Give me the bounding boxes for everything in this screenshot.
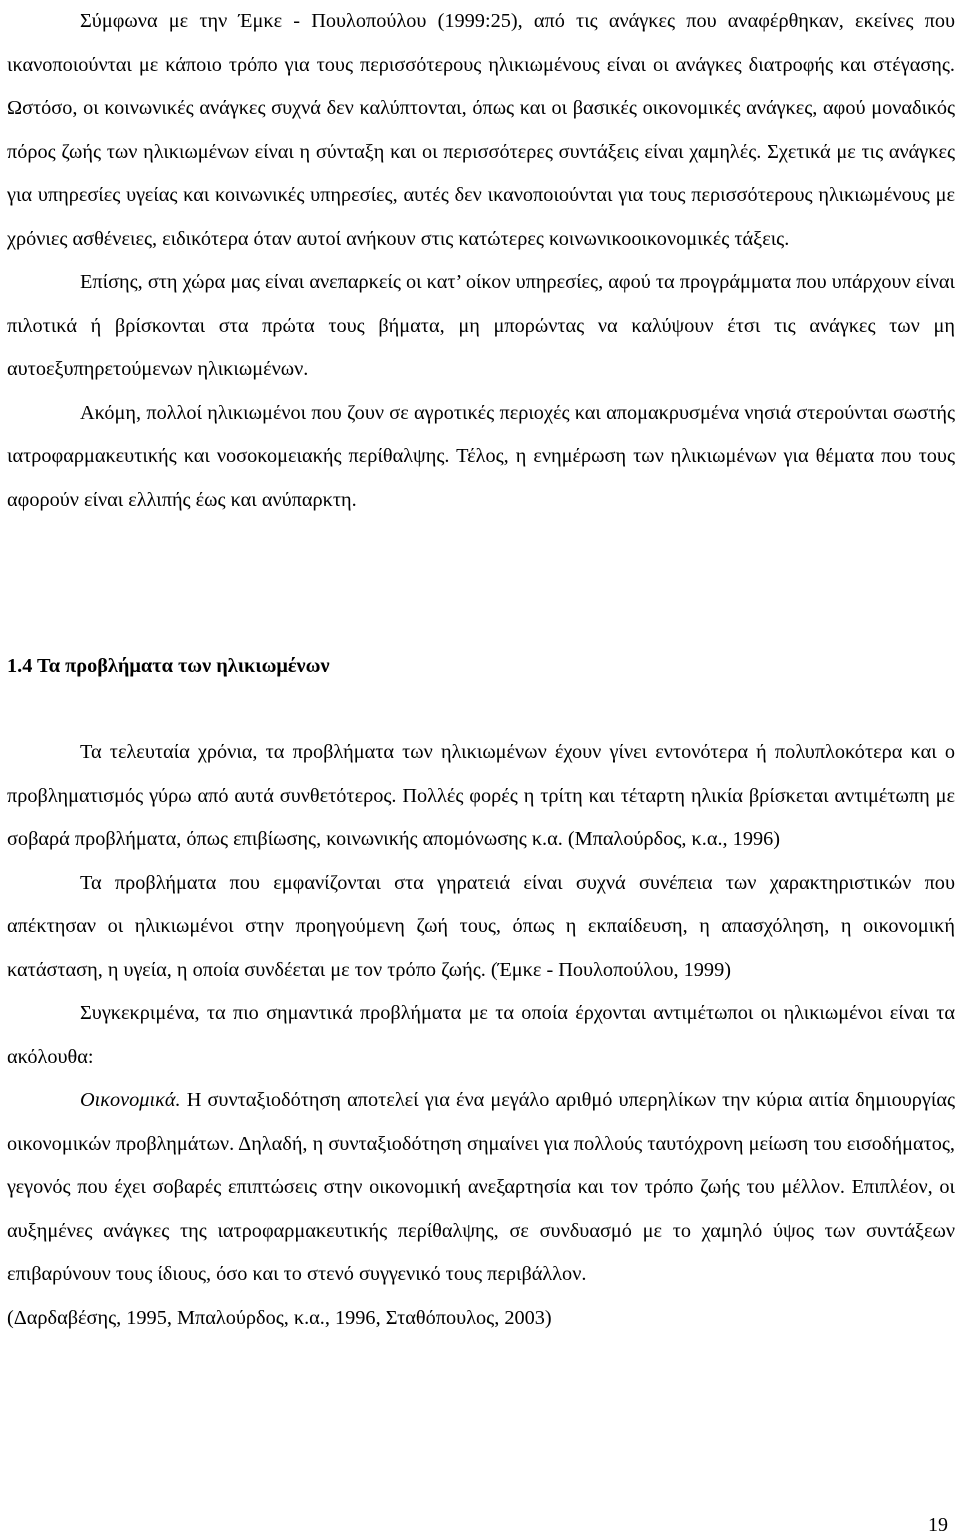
paragraph-economic — [7, 1079, 955, 1297]
problems-text-block — [7, 731, 955, 1340]
page-number: 19 — [928, 1514, 948, 1536]
paragraph-recent-years: Τα τελευταία χρόνια, τα προβλήματα των ηλικιωμένων έχουν γίνει εντονότερα ή πολυπλοκότερα και ο προβληματισμός γύρω από αυτά συνθετότερος. Πολλές φορές η τρίτη και τέταρτη ηλικία βρίσκεται αντιμέτωπη με σοβαρά προβλήματα, όπως επιβίωσης, κοινωνικής απομόνωσης κ.α. (Μπαλούρδος, κ.α., 1996) — [7, 741, 955, 850]
economic-term: Οικονομικά. — [80, 1089, 181, 1111]
paragraph-needs: Σύμφωνα με την Έμκε - Πουλοπούλου (1999:25), από τις ανάγκες που αναφέρθηκαν, εκείνες που ικανοποιούνται με κάποιο τρόπο για τους περισσότερους ηλικιωμένους είναι οι ανάγκες διατροφής και στέγασης. Ωστόσο, οι κοινωνικές ανάγκες συχνά δεν καλύπτονται, όπως και οι βασικές οικονομικές ανάγκες, αφού μοναδικός πόρος ζωής των ηλικιωμένων είναι η σύνταξη και οι περισσότερες συντάξεις είναι χαμηλές. Σχετικά με τις ανάγκες για υπηρεσίες υγείας και κοινωνικές υπηρεσίες, αυτές δεν ικανοποιούνται για τους περισσότερους ηλικιωμένους με χρόνιες ασθένειες, ειδικότερα όταν αυτοί ανήκουν στις κατώτερες κοινωνικοοικονομικές τάξεις. — [7, 10, 955, 250]
paragraph-problems-origin: Τα προβλήματα που εμφανίζονται στα γηρατειά είναι συχνά συνέπεια των χαρακτηριστικών που απέκτησαν οι ηλικιωμένοι στην προηγούμενη ζωή τους, όπως η εκπαίδευση, η απασχόληση, η οικονομική κατάσταση, η υγεία, η οποία συνδέεται με τον τρόπο ζωής. (Έμκε - Πουλοπούλου, 1999) — [7, 871, 955, 981]
paragraph-references: (Δαρδαβέσης, 1995, Μπαλούρδος, κ.α., 1996, Σταθόπουλος, 2003) — [7, 1306, 552, 1329]
paragraph-list-intro: Συγκεκριμένα, τα πιο σημαντικά προβλήματα με τα οποία έρχονται αντιμέτωποι οι ηλικιωμένοι είναι τα ακόλουθα: — [7, 1002, 955, 1068]
paragraph-home-services: Επίσης, στη χώρα μας είναι ανεπαρκείς οι κατ’ οίκον υπηρεσίες, αφού τα προγράμματα που υπάρχουν είναι πιλοτικά ή βρίσκονται στα πρώτα τους βήματα, μη μπορώντας να καλύψουν έτσι τις ανάγκες των μη αυτοεξυπηρετούμενων ηλικιωμένων. — [7, 271, 955, 380]
intro-text-block — [7, 0, 955, 522]
section-heading: 1.4 Τα προβλήματα των ηλικιωμένων — [7, 655, 330, 677]
paragraph-rural-elderly: Ακόμη, πολλοί ηλικιωμένοι που ζουν σε αγροτικές περιοχές και απομακρυσμένα νησιά στερούνται σωστής ιατροφαρμακευτικής και νοσοκομειακής περίθαλψης. Τέλος, η ενημέρωση των ηλικιωμένων για θέματα που τους αφορούν είναι ελλιπής έως και ανύπαρκτη. — [7, 401, 955, 511]
economic-text: Η συνταξιοδότηση αποτελεί για ένα μεγάλο αριθμό υπερηλίκων την κύρια αιτία δημιουργίας οικονομικών προβλημάτων. Δηλαδή, η συνταξιοδότηση σημαίνει για πολλούς ταυτόχρονη μείωση του εισοδήματος, γεγονός που έχει σοβαρές επιπτώσεις στην οικονομική ανεξαρτησία και τον τρόπο ζωής του μέλλον. Επιπλέον, οι αυξημένες ανάγκες της ιατροφαρμακευτικής περίθαλψης, σε συνδυασμό με το χαμηλό ύψος των συντάξεων επιβαρύνουν τους ίδιους, όσο και το στενό συγγενικό τους περιβάλλον. — [7, 1089, 955, 1285]
